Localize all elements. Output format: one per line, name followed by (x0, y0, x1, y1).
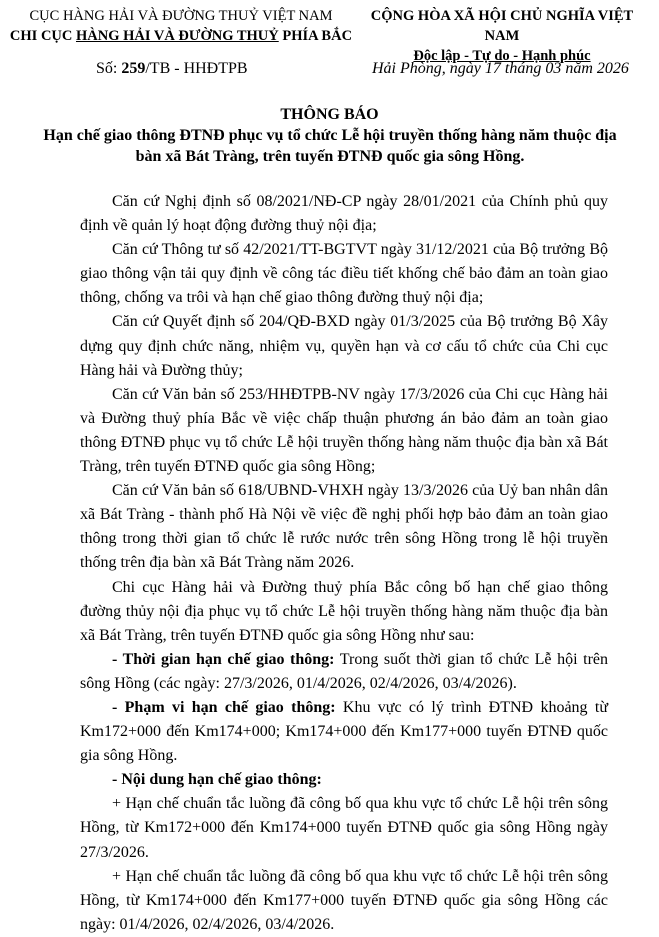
country-name: CỘNG HÒA XÃ HỘI CHỦ NGHĨA VIỆT NAM (370, 8, 634, 44)
restriction-item-2: + Hạn chế chuẩn tắc luồng đã công bố qua khu vực tổ chức Lễ hội trên sông Hồng, từ Km174+000 đến Km177+000 tuyến ĐTNĐ quốc gia sông Hồng các ngày: 01/4/2026, 02/4/2026, 03/4/2026. (80, 867, 608, 933)
paragraph-legal-basis-3: Căn cứ Quyết định số 204/QĐ-BXD ngày 01/3/2025 của Bộ trưởng Bộ Xây dựng quy định chức năng, nhiệm vụ, quyền hạn và cơ cấu tổ chức của Chi cục Hàng hải và Đường thủy; (80, 313, 608, 379)
paragraph-legal-basis-4: Căn cứ Văn bản số 253/HHĐTPB-NV ngày 17/3/2026 của Chi cục Hàng hải và Đường thuỷ phía Bắc về việc chấp thuận phương án bảo đảm an toàn giao thông ĐTNĐ phục vụ tổ chức Lễ hội truyền thống hàng năm thuộc địa bàn xã Bát Tràng, trên tuyến ĐTNĐ quốc gia sông Hồng; (80, 385, 608, 476)
national-header (352, 6, 652, 66)
agency-header (6, 6, 356, 46)
doc-number-suffix: /TB - HHĐTPB (145, 60, 248, 77)
national-motto: Độc lập - Tự do - Hạnh phúc (413, 48, 591, 64)
agency-name-underlined: HÀNG HẢI VÀ ĐƯỜNG THUỶ (75, 28, 279, 44)
paragraph-legal-basis-5: Căn cứ Văn bản số 618/UBND-VHXH ngày 13/3/2026 của Uỷ ban nhân dân xã Bát Tràng - thành phố Hà Nội về việc đề nghị phối hợp bảo đảm an toàn giao thông trong thời gian tổ chức lễ rước nước trên sông Hồng trong lễ hội truyền thống trên địa bàn xã Bát Tràng năm 2026. (80, 482, 608, 572)
restriction-content (80, 768, 608, 792)
agency-name (6, 26, 356, 46)
restriction-time-label: - Thời gian hạn chế giao thông: (112, 650, 335, 668)
restriction-content-label: - Nội dung hạn chế giao thông: (112, 771, 322, 789)
place-date: Hải Phòng, ngày 17 tháng 03 năm 2026 (372, 60, 629, 77)
restriction-scope-text: Khu vực có lý trình ĐTNĐ khoảng từ Km172+000 đến Km174+000; Km174+000 đến Km177+000 tuyến ĐTNĐ quốc gia sông Hồng. (80, 698, 608, 765)
paragraph-announcement: Chi cục Hàng hải và Đường thuỷ phía Bắc công bố hạn chế giao thông đường thủy nội địa phục vụ tổ chức Lễ hội truyền thống hàng năm thuộc địa bàn xã Bát Tràng, trên tuyến ĐTNĐ quốc gia sông Hồng như sau: (80, 578, 608, 644)
agency-name-prefix: CHI CỤC (9, 28, 76, 44)
paragraph-legal-basis-2: Căn cứ Thông tư số 42/2021/TT-BGTVT ngày 31/12/2021 của Bộ trưởng Bộ giao thông vận tải quy định về công tác điều tiết khống chế bảo đảm an toàn giao thông, chống va trôi và hạn chế giao thông đường thuỷ nội địa; (80, 241, 608, 307)
document-title: THÔNG BÁO (280, 106, 379, 123)
document-subtitle: Hạn chế giao thông ĐTNĐ phục vụ tổ chức Lễ hội truyền thống hàng năm thuộc địa bàn xã Bát Tràng, trên tuyến ĐTNĐ quốc gia sông Hồng. (43, 127, 617, 165)
restriction-scope-label: - Phạm vi hạn chế giao thông: (112, 698, 336, 716)
document-body (80, 190, 608, 937)
restriction-item-1: + Hạn chế chuẩn tắc luồng đã công bố qua khu vực tổ chức Lễ hội trên sông Hồng, từ Km172+000 đến Km174+000 tuyến ĐTNĐ quốc gia sông Hồng ngày 27/3/2026. (80, 795, 608, 861)
document-number (96, 60, 248, 78)
agency-parent: CỤC HÀNG HẢI VÀ ĐƯỜNG THUỶ VIỆT NAM (29, 8, 333, 24)
restriction-time (80, 648, 608, 696)
restriction-scope (80, 696, 608, 768)
agency-name-suffix: PHÍA BẮC (278, 28, 353, 44)
doc-number-value: 259 (121, 60, 146, 77)
restriction-time-text: Trong suốt thời gian tổ chức Lễ hội trên sông Hồng (các ngày: 27/3/2026, 01/4/2026, 02/4/2026, 03/4/2026). (80, 650, 608, 692)
paragraph-legal-basis-1: Căn cứ Nghị định số 08/2021/NĐ-CP ngày 28/01/2021 của Chính phủ quy định về quản lý hoạt động đường thuỷ nội địa; (80, 193, 608, 235)
doc-number-prefix: Số: (96, 60, 122, 77)
